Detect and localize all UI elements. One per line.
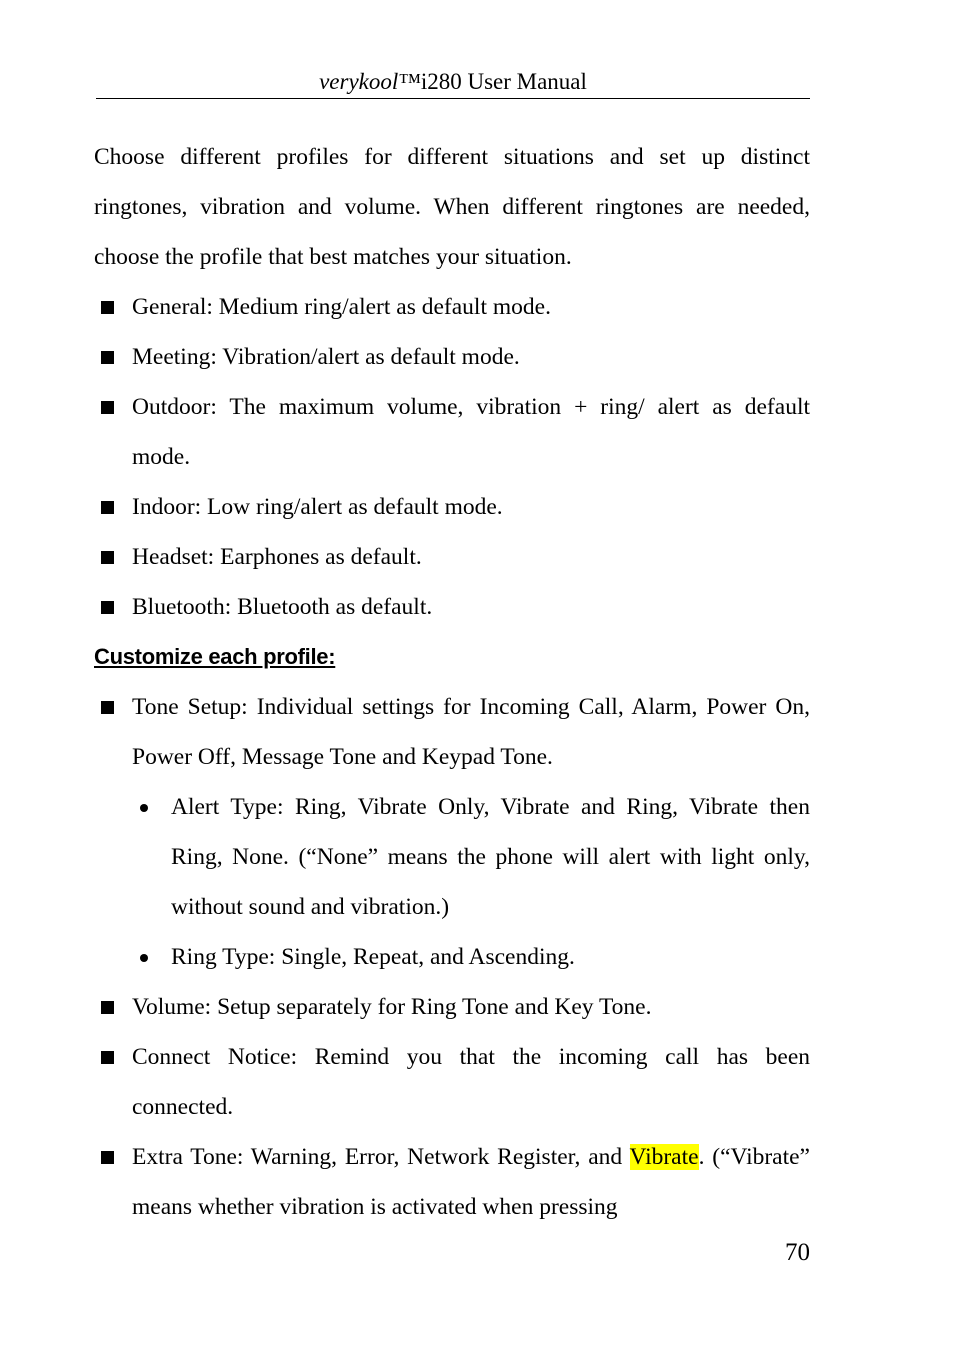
customize-item-volume <box>94 982 810 1032</box>
profile-item-text: Meeting: Vibration/alert as default mode. <box>132 344 520 370</box>
extra-tone-prefix: Extra Tone: Warning, Error, Network Register, and <box>132 1144 630 1170</box>
profile-item-text: Indoor: Low ring/alert as default mode. <box>132 494 503 520</box>
page-body <box>94 132 810 1232</box>
profile-item-text: General: Medium ring/alert as default mode. <box>132 294 551 320</box>
round-bullet-icon <box>140 954 148 962</box>
sub-item-text: Alert Type: Ring, Vibrate Only, Vibrate and Ring, Vibrate then Ring, None. (“None” means the phone will alert with light only, without sound and vibration.) <box>171 794 810 920</box>
customize-item-connect-notice <box>94 1032 810 1132</box>
customize-item-text: Volume: Setup separately for Ring Tone and Key Tone. <box>132 994 652 1020</box>
manual-title: i280 User Manual <box>420 69 587 94</box>
sub-item-ring-type <box>94 932 810 982</box>
profile-item-meeting <box>94 332 810 382</box>
sub-item-text: Ring Type: Single, Repeat, and Ascending. <box>171 944 575 970</box>
customize-item-text <box>132 1144 810 1220</box>
square-bullet-icon <box>101 701 114 714</box>
profile-item-bluetooth <box>94 582 810 632</box>
square-bullet-icon <box>101 501 114 514</box>
customize-item-text: Connect Notice: Remind you that the incoming call has been connected. <box>132 1044 810 1120</box>
profile-item-general <box>94 282 810 332</box>
square-bullet-icon <box>101 401 114 414</box>
section-heading: Customize each profile: <box>94 644 336 669</box>
square-bullet-icon <box>101 551 114 564</box>
customize-item-text: Tone Setup: Individual settings for Incoming Call, Alarm, Power On, Power Off, Message Tone and Keypad Tone. <box>132 694 810 770</box>
profile-item-headset <box>94 532 810 582</box>
profile-item-text: Outdoor: The maximum volume, vibration + ring/ alert as default mode. <box>132 394 810 470</box>
extra-tone-suffix: . (“Vibrate” means whether vibration is activated when pressing <box>132 1144 810 1220</box>
profile-item-text: Bluetooth: Bluetooth as default. <box>132 594 433 620</box>
square-bullet-icon <box>101 351 114 364</box>
square-bullet-icon <box>101 1051 114 1064</box>
profile-item-text: Headset: Earphones as default. <box>132 544 422 570</box>
page-number: 70 <box>785 1239 810 1266</box>
brand-name: verykool™ <box>319 69 421 94</box>
profile-item-indoor <box>94 482 810 532</box>
round-bullet-icon <box>140 804 148 812</box>
square-bullet-icon <box>101 1001 114 1014</box>
sub-item-alert-type <box>94 782 810 932</box>
running-header <box>96 66 810 98</box>
highlighted-word: Vibrate <box>629 1144 699 1170</box>
square-bullet-icon <box>101 1151 114 1164</box>
square-bullet-icon <box>101 301 114 314</box>
square-bullet-icon <box>101 601 114 614</box>
customize-item-extra-tone <box>94 1132 810 1232</box>
customize-item-tone-setup <box>94 682 810 782</box>
header-rule <box>96 98 810 99</box>
profile-item-outdoor <box>94 382 810 482</box>
intro-paragraph: Choose different profiles for different situations and set up distinct ringtones, vibration and volume. When different ringtones are needed, choose the profile that best matches your situation. <box>94 144 810 270</box>
